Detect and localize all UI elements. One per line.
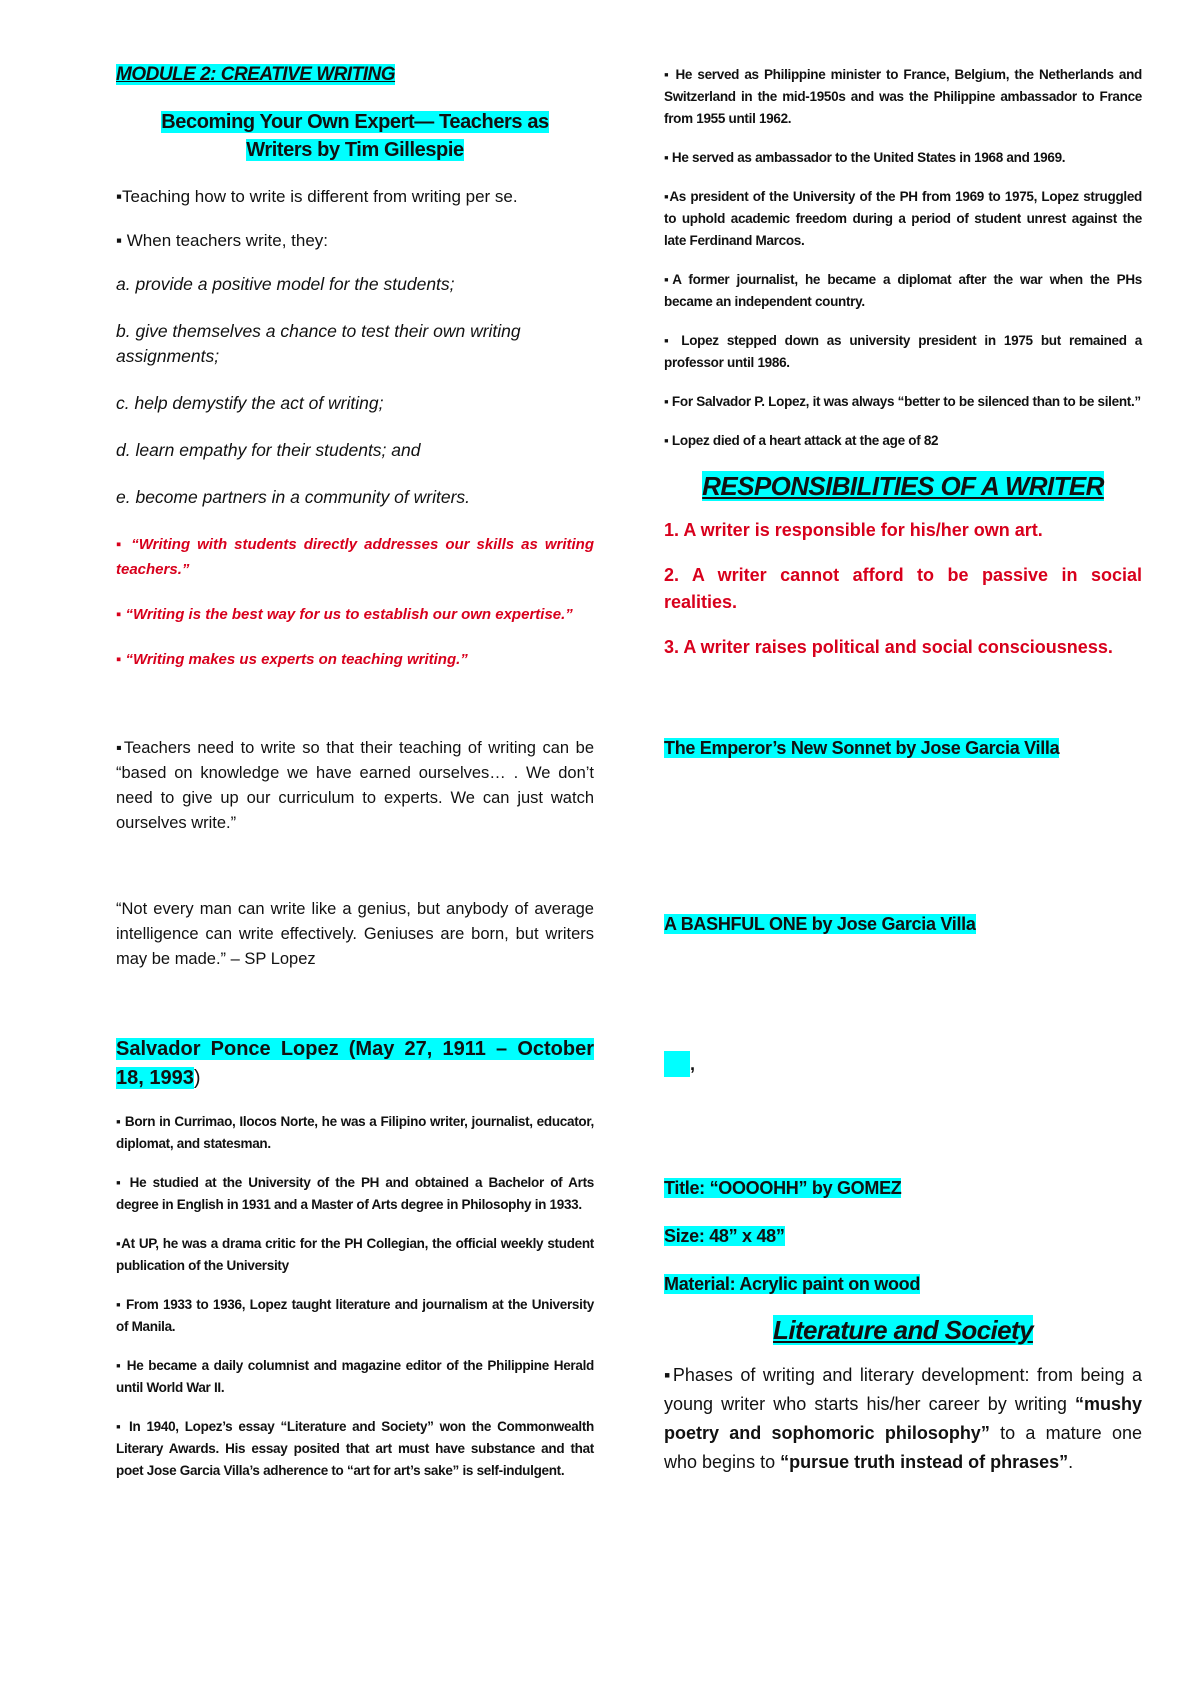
paragraph-when-teachers-write: ▪ When teachers write, they: bbox=[116, 231, 329, 250]
quote-2: ▪ “Writing is the best way for us to establish our own expertise.” bbox=[116, 606, 573, 623]
list-item-d: d. learn empathy for their students; and bbox=[116, 440, 421, 460]
quote-1: ▪ “Writing with students directly addresses our skills as writing teachers.” bbox=[116, 536, 594, 578]
responsibilities-title: RESPONSIBILITIES OF A WRITER bbox=[702, 471, 1104, 501]
poem-title-emperor: The Emperor’s New Sonnet by Jose Garcia Villa bbox=[664, 738, 1060, 758]
bio-heading: Salvador Ponce Lopez (May 27, 1911 – October 18, 1993) bbox=[116, 1038, 594, 1089]
bio-item: ▪A former journalist, he became a diplomat after the war when the PHs became an independent country. bbox=[664, 272, 1142, 309]
quote-3: ▪ “Writing makes us experts on teaching writing.” bbox=[116, 651, 468, 668]
literature-paragraph: ▪Phases of writing and literary development: from being a young writer who starts his/her career by writing “mushy poetry and sophomoric philosophy” to a mature one who begins to “pursue truth instead of phrases”. bbox=[664, 1365, 1142, 1472]
bio-item: ▪ Lopez died of a heart attack at the age of 82 bbox=[664, 433, 939, 448]
bio-item: ▪ He served as ambassador to the United States in 1968 and 1969. bbox=[664, 150, 1066, 165]
module-title: MODULE 2: CREATIVE WRITING bbox=[116, 64, 396, 85]
bio-item: ▪As president of the University of the PH from 1969 to 1975, Lopez struggled to uphold academic freedom during a period of student unrest against the late Ferdinand Marcos. bbox=[664, 189, 1142, 248]
artwork-material: Material: Acrylic paint on wood bbox=[664, 1274, 921, 1294]
bio-item: ▪ He became a daily columnist and magazine editor of the Philippine Herald until World War II. bbox=[116, 1358, 594, 1395]
list-item-a: a. provide a positive model for the students; bbox=[116, 274, 455, 294]
artwork-title: Title: “OOOOHH” by GOMEZ bbox=[664, 1178, 902, 1198]
bio-item: ▪ In 1940, Lopez’s essay “Literature and Society” won the Commonwealth Literary Awards. His essay posited that art must have substance and that poet Jose Garcia Villa’s adherence to “art for art’s sake” is self-indulgent. bbox=[116, 1419, 594, 1478]
bio-item: ▪ Born in Currimao, Ilocos Norte, he was a Filipino writer, journalist, educator, diplomat, and statesman. bbox=[116, 1114, 594, 1151]
poem-title-bashful: A BASHFUL ONE by Jose Garcia Villa bbox=[664, 914, 976, 934]
highlight-mark: , bbox=[664, 1051, 1142, 1077]
article-title: Becoming Your Own Expert— Teachers as Writers by Tim Gillespie bbox=[161, 111, 549, 161]
bio-item: ▪ Lopez stepped down as university president in 1975 but remained a professor until 1986. bbox=[664, 333, 1142, 370]
right-column bbox=[664, 64, 1142, 1477]
responsibility-2: 2. A writer cannot afford to be passive in social realities. bbox=[664, 565, 1142, 612]
list-item-b: b. give themselves a chance to test their own writing assignments; bbox=[116, 321, 521, 366]
paragraph-teaching: ▪Teaching how to write is different from writing per se. bbox=[116, 187, 518, 206]
list-item-c: c. help demystify the act of writing; bbox=[116, 393, 384, 413]
paragraph-teachers-need: ▪Teachers need to write so that their teaching of writing can be “based on knowledge we have earned ourselves… . We don’t need to give up our curriculum to experts. We can just watch ourselves write.” bbox=[116, 739, 594, 832]
bio-item: ▪ He studied at the University of the PH and obtained a Bachelor of Arts degree in English in 1931 and a Master of Arts degree in Philosophy in 1933. bbox=[116, 1175, 594, 1212]
responsibility-1: 1. A writer is responsible for his/her own art. bbox=[664, 520, 1043, 540]
bio-item: ▪ From 1933 to 1936, Lopez taught literature and journalism at the University of Manila. bbox=[116, 1297, 594, 1334]
artwork-size: Size: 48” x 48” bbox=[664, 1226, 785, 1246]
bio-item: ▪ For Salvador P. Lopez, it was always “better to be silenced than to be silent.” bbox=[664, 394, 1141, 409]
quote-sp-lopez: “Not every man can write like a genius, but anybody of average intelligence can write effectively. Geniuses are born, but writers may be made.” – SP Lopez bbox=[116, 900, 594, 968]
left-column bbox=[116, 64, 594, 1499]
list-item-e: e. become partners in a community of writers. bbox=[116, 487, 471, 507]
bio-item: ▪ He served as Philippine minister to France, Belgium, the Netherlands and Switzerland in the mid-1950s and was the Philippine ambassador to France from 1955 until 1962. bbox=[664, 67, 1142, 126]
bio-item: ▪At UP, he was a drama critic for the PH Collegian, the official weekly student publication of the University bbox=[116, 1236, 594, 1273]
responsibility-3: 3. A writer raises political and social consciousness. bbox=[664, 637, 1113, 657]
literature-society-title: Literature and Society bbox=[773, 1315, 1033, 1345]
